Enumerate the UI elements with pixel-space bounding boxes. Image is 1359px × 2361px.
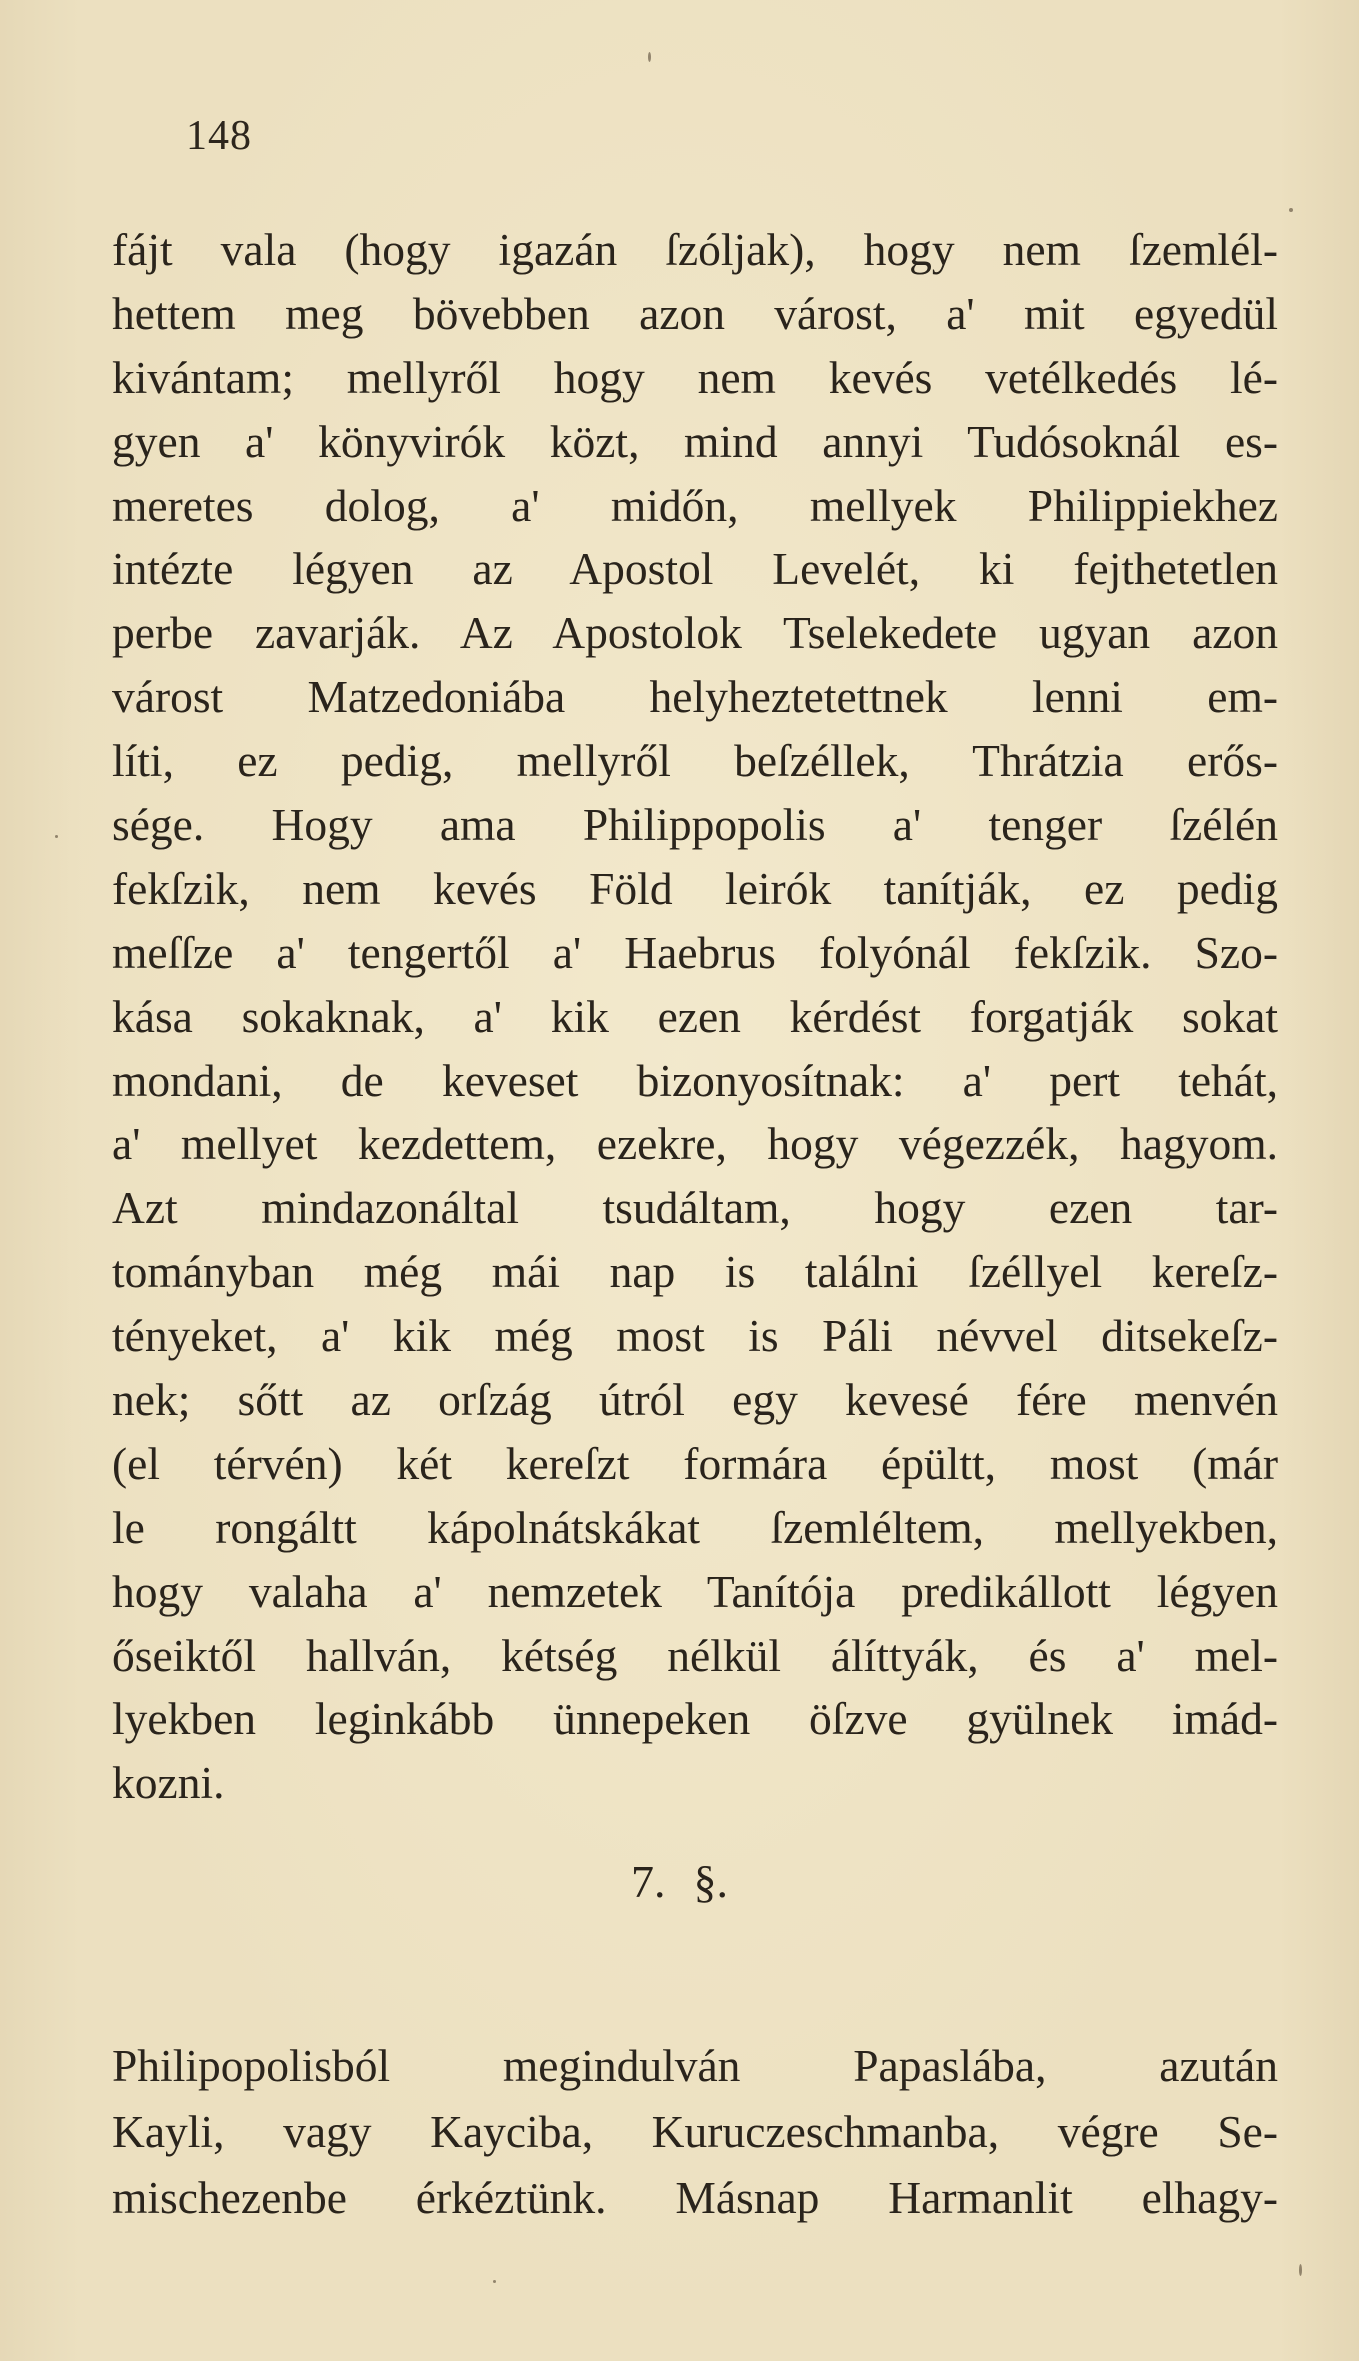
section-number: 7. — [631, 1856, 666, 1907]
text-line: hettem meg bövebben azon várost, a' mit egyedül — [112, 287, 1278, 339]
text-line: őseiktől hallván, kétség nélkül álíttyák, és a' mel- — [112, 1629, 1278, 1681]
text-line: kivántam; mellyről hogy nem kevés vetélkedés lé- — [112, 351, 1278, 403]
text-line: Azt mindazonáltal tsudáltam, hogy ezen tar- — [112, 1182, 1278, 1234]
paper-speck — [55, 835, 58, 838]
text-line: perbe zavarják. Az Apostolok Tselekedete ugyan azon — [112, 607, 1278, 659]
paragraph-2 — [112, 2033, 1278, 2231]
text-line: sége. Hogy ama Philippopolis a' tenger ſzélén — [112, 799, 1278, 851]
text-line: fekſzik, nem kevés Föld leirók tanítják, ez pedig — [112, 862, 1278, 914]
text-line: fájt vala (hogy igazán ſzóljak), hogy nem ſzemlél- — [112, 224, 1278, 275]
text-line: hogy valaha a' nemzetek Tanítója predikállott légyen — [112, 1565, 1278, 1617]
text-line: mischezenbe érkéztünk. Másnap Harmanlit elhagy- — [112, 2172, 1278, 2223]
text-line: gyen a' könyvirók közt, mind annyi Tudósoknál es- — [112, 415, 1278, 467]
text-line: (el térvén) két kereſzt formára épültt, most (már — [112, 1437, 1278, 1489]
text-line: Kayli, vagy Kayciba, Kuruczeschmanba, végre Se- — [112, 2106, 1278, 2157]
paper-speck — [1289, 208, 1293, 212]
text-line: kozni. — [112, 1757, 225, 1809]
text-line: lyekben leginkább ünnepeken öſzve gyülnek imád- — [112, 1693, 1278, 1745]
text-line: meſſze a' tengertől a' Haebrus folyónál fekſzik. Szo- — [112, 926, 1278, 978]
section-heading — [0, 1855, 1359, 1908]
page-number: 148 — [186, 113, 252, 159]
text-line: líti, ez pedig, mellyről beſzéllek, Thrátzia erős- — [112, 735, 1278, 787]
paper-speck — [1299, 2264, 1302, 2276]
section-symbol: §. — [693, 1856, 728, 1907]
text-line: Philipopolisból megindulván Papaslába, azután — [112, 2040, 1278, 2091]
text-line: nek; sőtt az orſzág útról egy kevesé fére menvén — [112, 1374, 1278, 1426]
text-line: a' mellyet kezdettem, ezekre, hogy végezzék, hagyom. — [112, 1118, 1278, 1170]
text-line: várost Matzedoniába helyheztetettnek lenni em- — [112, 671, 1278, 723]
text-line: tényeket, a' kik még most is Páli névvel ditsekeſz- — [112, 1310, 1278, 1362]
text-line: intézte légyen az Apostol Levelét, ki fejthetetlen — [112, 543, 1278, 595]
paragraph-1 — [112, 218, 1278, 1815]
text-line: kása sokaknak, a' kik ezen kérdést forgatják sokat — [112, 990, 1278, 1042]
text-line: le rongáltt kápolnátskákat ſzemléltem, mellyekben, — [112, 1501, 1278, 1553]
paper-speck — [493, 2280, 496, 2283]
paper-speck — [648, 52, 651, 62]
text-line: meretes dolog, a' midőn, mellyek Philippiekhez — [112, 479, 1278, 531]
text-line: mondani, de keveset bizonyosítnak: a' pert tehát, — [112, 1054, 1278, 1106]
text-line: tományban még mái nap is találni ſzéllyel kereſz- — [112, 1246, 1278, 1298]
